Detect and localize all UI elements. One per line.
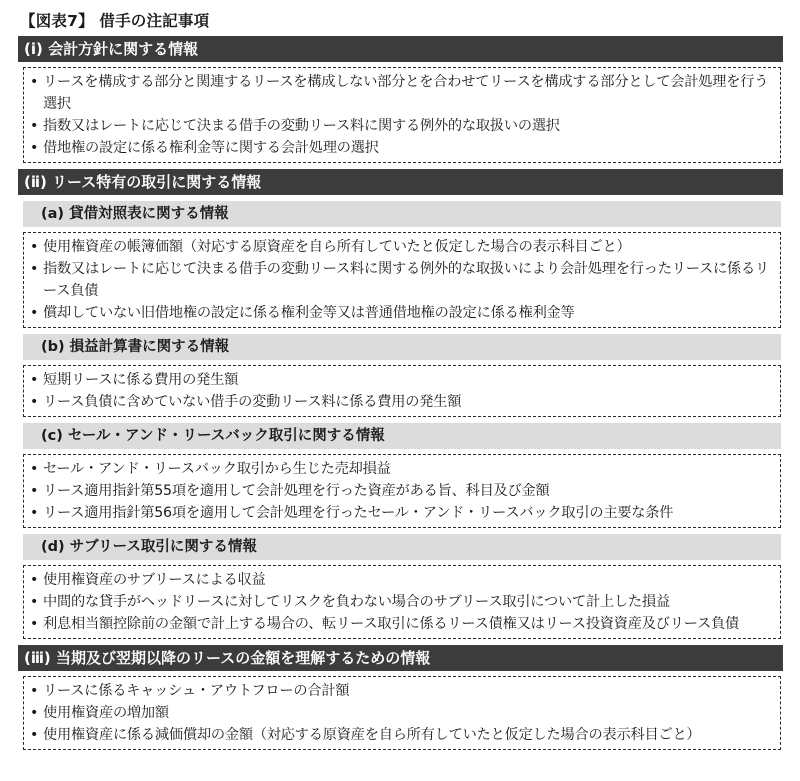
list-item: • 中間的な貸手がヘッドリースに対してリスクを負わない場合のサブリース取引について計上した損益 — [28, 591, 774, 613]
subsection-header-income-statement: (b) 損益計算書に関する情報 — [23, 334, 781, 360]
section-header-lease-transactions: (ⅱ) リース特有の取引に関する情報 — [18, 169, 783, 195]
list-item: • リースに係るキャッシュ・アウトフローの合計額 — [28, 680, 774, 702]
balance-sheet-list — [23, 232, 781, 328]
lessee-disclosure-figure — [18, 6, 783, 750]
list-item: • 使用権資産に係る減価償却の金額（対応する原資産を自ら所有していたと仮定した場合の表示科目ごと） — [28, 724, 774, 746]
bullet-icon: • — [30, 74, 39, 90]
sale-leaseback-list — [23, 454, 781, 528]
subsection-header-sale-leaseback: (c) セール・アンド・リースバック取引に関する情報 — [23, 423, 781, 449]
subsection-header-sublease: (d) サブリース取引に関する情報 — [23, 534, 781, 560]
bullet-icon: • — [30, 305, 39, 321]
bullet-icon: • — [30, 572, 39, 588]
sublease-list — [23, 565, 781, 639]
list-item: • リース適用指針第55項を適用して会計処理を行った資産がある旨、科目及び金額 — [28, 480, 774, 502]
list-item: • リース負債に含めていない借手の変動リース料に係る費用の発生額 — [28, 391, 774, 413]
list-item: • リースを構成する部分と関連するリースを構成しない部分とを合わせてリースを構成する部分として会計処理を行う選択 — [28, 71, 774, 115]
bullet-icon: • — [30, 118, 39, 134]
bullet-icon: • — [30, 483, 39, 499]
section-header-accounting-policy: (ⅰ) 会計方針に関する情報 — [18, 36, 783, 62]
list-item: • 使用権資産のサブリースによる収益 — [28, 569, 774, 591]
bullet-icon: • — [30, 705, 39, 721]
section-header-lease-amounts: (ⅲ) 当期及び翌期以降のリースの金額を理解するための情報 — [18, 645, 783, 671]
list-item: • 短期リースに係る費用の発生額 — [28, 369, 774, 391]
figure-title: 【図表7】 借手の注記事項 — [20, 12, 210, 30]
list-item: • 償却していない旧借地権の設定に係る権利金等又は普通借地権の設定に係る権利金等 — [28, 302, 774, 324]
bullet-icon: • — [30, 140, 39, 156]
subsection-header-balance-sheet: (a) 貸借対照表に関する情報 — [23, 201, 781, 227]
list-item: • 使用権資産の増加額 — [28, 702, 774, 724]
bullet-icon: • — [30, 727, 39, 743]
bullet-icon: • — [30, 505, 39, 521]
list-item: • 借地権の設定に係る権利金等に関する会計処理の選択 — [28, 137, 774, 159]
bullet-icon: • — [30, 594, 39, 610]
accounting-policy-list — [23, 67, 781, 163]
list-item: • セール・アンド・リースバック取引から生じた売却損益 — [28, 458, 774, 480]
list-item: • 使用権資産の帳簿価額（対応する原資産を自ら所有していたと仮定した場合の表示科目ごと） — [28, 236, 774, 258]
bullet-icon: • — [30, 683, 39, 699]
bullet-icon: • — [30, 261, 39, 277]
bullet-icon: • — [30, 239, 39, 255]
bullet-icon: • — [30, 461, 39, 477]
list-item: • リース適用指針第56項を適用して会計処理を行ったセール・アンド・リースバック取引の主要な条件 — [28, 502, 774, 524]
list-item: • 指数又はレートに応じて決まる借手の変動リース料に関する例外的な取扱いの選択 — [28, 115, 774, 137]
bullet-icon: • — [30, 394, 39, 410]
list-item: • 利息相当額控除前の金額で計上する場合の、転リース取引に係るリース債権又はリース投資資産及びリース負債 — [28, 613, 774, 635]
bullet-icon: • — [30, 616, 39, 632]
lease-amounts-list — [23, 676, 781, 750]
list-item: • 指数又はレートに応じて決まる借手の変動リース料に関する例外的な取扱いにより会計処理を行ったリースに係るリース負債 — [28, 258, 774, 302]
bullet-icon: • — [30, 372, 39, 388]
income-statement-list — [23, 365, 781, 417]
